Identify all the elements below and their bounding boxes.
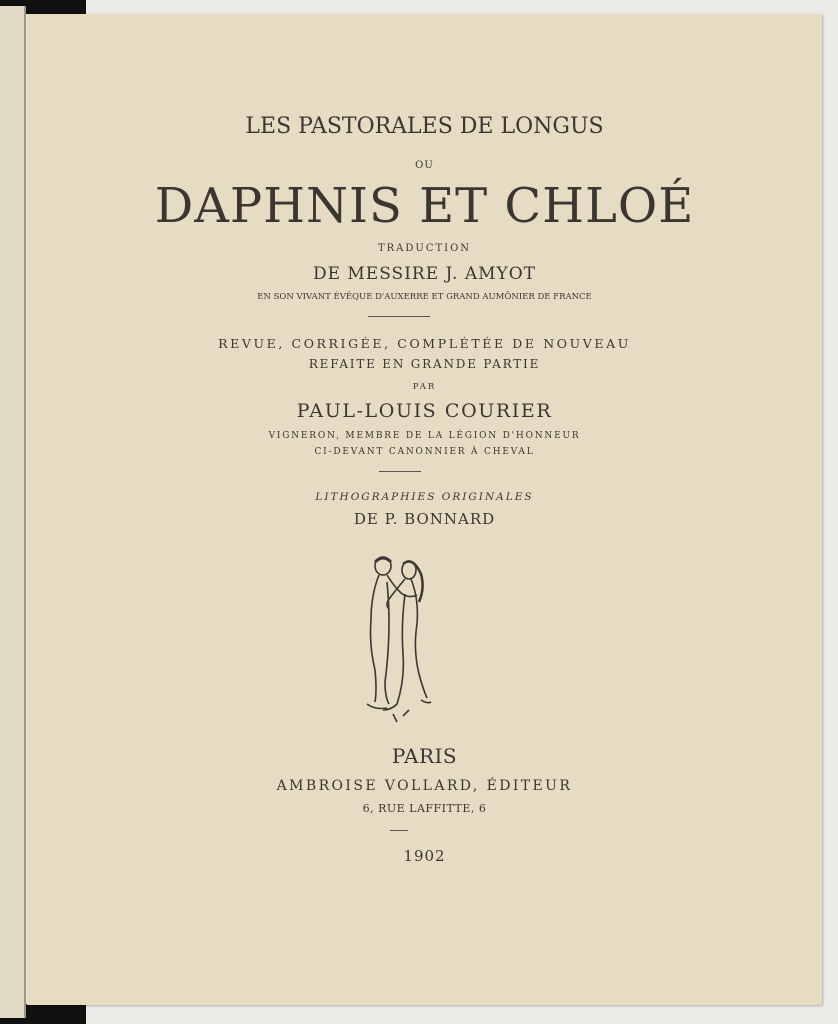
traduction-label: TRADUCTION (377, 243, 472, 254)
reviser-description-1: VIGNERON, MEMBRE DE LA LÉGION D'HONNEUR (268, 431, 581, 441)
divider (390, 830, 408, 831)
translator-name: DE MESSIRE J. AMYOT (312, 264, 537, 284)
series-title: LES PASTORALES DE LONGUS (245, 114, 604, 139)
divider (379, 471, 421, 472)
revision-line-1: REVUE, CORRIGÉE, COMPLÉTÉE DE NOUVEAU (218, 336, 631, 351)
par-label: PAR (412, 382, 437, 392)
divider (368, 316, 430, 317)
publication-year: 1902 (403, 847, 446, 865)
publisher: AMBROISE VOLLARD, ÉDITEUR (276, 778, 573, 794)
illustrator-name: DE P. BONNARD (353, 510, 496, 528)
facing-page-edge (0, 6, 26, 1018)
city: PARIS (391, 744, 458, 768)
reviser-name: PAUL-LOUIS COURIER (296, 400, 553, 422)
title-page (27, 14, 822, 1005)
ou-text: OU (415, 160, 434, 171)
daphnis-chloe-vignette (357, 554, 442, 724)
illustrations-label: LITHOGRAPHIES ORIGINALES (315, 491, 534, 503)
translator-description: EN SON VIVANT ÉVÊQUE D'AUXERRE ET GRAND AUMÔNIER DE FRANCE (257, 292, 592, 302)
publisher-address: 6, RUE LAFFITTE, 6 (362, 802, 487, 815)
revision-line-2: REFAITE EN GRANDE PARTIE (308, 357, 541, 371)
main-title: DAPHNIS ET CHLOÉ (154, 178, 695, 234)
reviser-description-2: CI-DEVANT CANONNIER À CHEVAL (314, 447, 535, 457)
